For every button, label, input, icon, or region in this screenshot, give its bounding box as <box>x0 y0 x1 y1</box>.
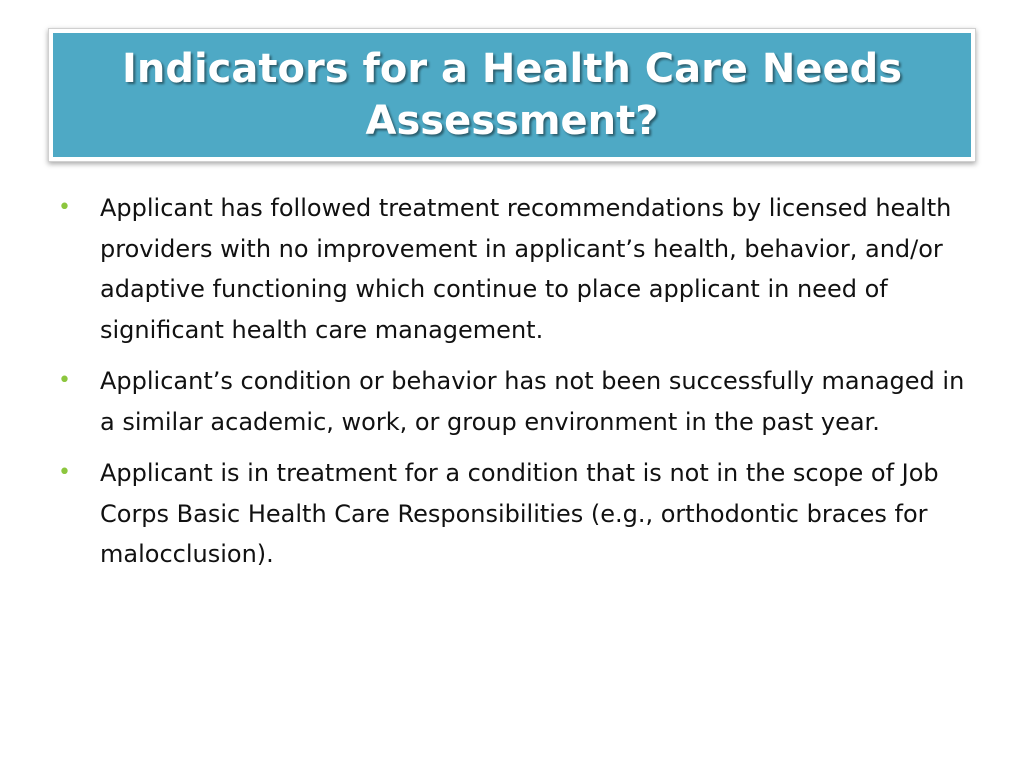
bullet-item-3 <box>58 453 968 575</box>
title-frame <box>48 28 976 162</box>
slide-title: Indicators for a Health Care Needs Assessment? <box>121 46 903 144</box>
bullet-text-1: Applicant has followed treatment recommendations by licensed health providers with no improvement in applicant’s health, behavior, and/or adaptive functioning which continue to place applicant in need of significant health care management. <box>100 194 952 344</box>
bullet-item-2 <box>58 361 968 442</box>
bullet-dot-icon: • <box>58 195 71 220</box>
bullet-list <box>58 188 968 586</box>
bullet-text-3: Applicant is in treatment for a condition that is not in the scope of Job Corps Basic Health Care Responsibilities (e.g., orthodontic braces for malocclusion). <box>100 459 939 568</box>
bullet-text-2: Applicant’s condition or behavior has not been successfully managed in a similar academic, work, or group environment in the past year. <box>100 367 965 436</box>
bullet-dot-icon: • <box>58 460 71 485</box>
bullet-item-1 <box>58 188 968 350</box>
title-banner <box>53 33 971 157</box>
bullet-dot-icon: • <box>58 368 71 393</box>
